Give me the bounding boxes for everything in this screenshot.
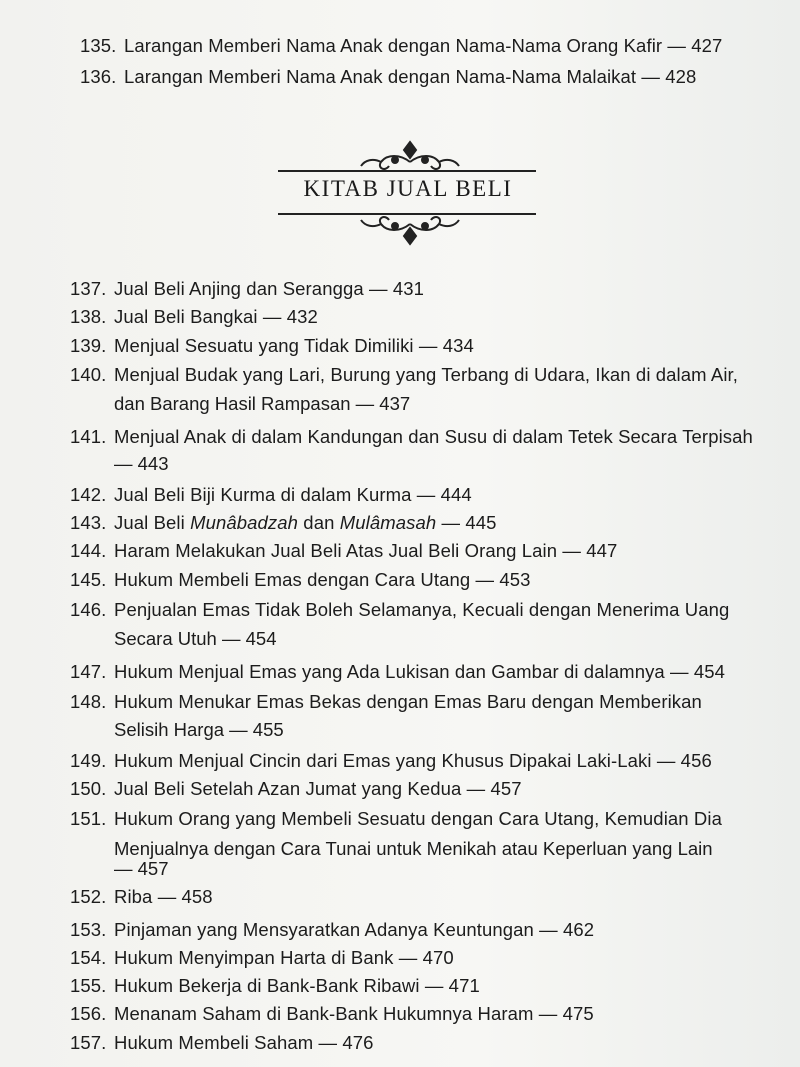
entry-number: 142. (70, 484, 107, 505)
toc-entry-148 (70, 689, 702, 714)
toc-entry-154 (70, 945, 454, 970)
entry-text: Jual Beli Setelah Azan Jumat yang Kedua — 457 (114, 778, 522, 799)
entry-number: 145. (70, 569, 107, 590)
toc-entry-137 (70, 276, 424, 301)
entry-text-post: — 445 (436, 512, 497, 533)
entry-number: 154. (70, 947, 107, 968)
entry-number: 147. (70, 661, 107, 682)
toc-entry-157 (70, 1030, 374, 1055)
toc-entry-151-cont: Menjualnya dengan Cara Tunai untuk Menikah atau Keperluan yang Lain (114, 838, 713, 859)
entry-text: Hukum Bekerja di Bank-Bank Ribawi — 471 (114, 975, 480, 996)
toc-entry-149 (70, 748, 712, 773)
toc-entry-141-cont: — 443 (114, 453, 169, 474)
entry-text-mid: dan (298, 512, 340, 533)
entry-text-pre: Jual Beli (114, 512, 191, 533)
entry-number: 137. (70, 278, 107, 299)
toc-entry-141 (70, 424, 753, 449)
entry-number: 157. (70, 1032, 107, 1053)
section-heading: KITAB JUAL BELI (303, 176, 513, 201)
entry-text-line1: Hukum Orang yang Membeli Sesuatu dengan Cara Utang, Kemudian Dia (114, 808, 722, 829)
ornament-bottom-icon (355, 212, 465, 248)
toc-entry-146 (70, 597, 729, 622)
entry-text: Jual Beli Anjing dan Serangga — 431 (114, 278, 424, 299)
toc-entry-151-cont2: — 457 (114, 858, 169, 879)
entry-number: 156. (70, 1003, 107, 1024)
entry-text: Haram Melakukan Jual Beli Atas Jual Beli Orang Lain — 447 (114, 540, 618, 561)
entry-text: Pinjaman yang Mensyaratkan Adanya Keuntungan — 462 (114, 919, 595, 940)
entry-text-line1: Penjualan Emas Tidak Boleh Selamanya, Kecuali dengan Menerima Uang (114, 599, 730, 620)
toc-entry-144 (70, 538, 617, 563)
toc-entry-138 (70, 304, 318, 329)
entry-term-mulamasah: Mulâmasah (339, 512, 437, 533)
entry-number: 141. (70, 426, 107, 447)
toc-entry-152 (70, 884, 213, 909)
entry-text: Hukum Membeli Saham — 476 (114, 1032, 374, 1053)
heading-rule-top (278, 170, 536, 172)
toc-entry-151 (70, 806, 722, 831)
toc-entry-140-cont: dan Barang Hasil Rampasan — 437 (114, 393, 411, 414)
toc-entry-140 (70, 362, 738, 387)
entry-number: 149. (70, 750, 107, 771)
entry-text: Larangan Memberi Nama Anak dengan Nama-Nama Malaikat — 428 (124, 66, 697, 87)
entry-number: 151. (70, 808, 107, 829)
entry-term-munabadzah: Munâbadzah (190, 512, 299, 533)
toc-entry-155 (70, 973, 480, 998)
entry-number: 135. (80, 35, 117, 56)
entry-number: 148. (70, 691, 107, 712)
toc-entry-136 (80, 64, 696, 89)
toc-entry-147 (70, 659, 725, 684)
toc-entry-153 (70, 917, 594, 942)
entry-text: Hukum Menjual Emas yang Ada Lukisan dan Gambar di dalamnya — 454 (114, 661, 726, 682)
entry-number: 136. (80, 66, 117, 87)
entry-text: Hukum Menjual Cincin dari Emas yang Khusus Dipakai Laki-Laki — 456 (114, 750, 712, 771)
entry-number: 155. (70, 975, 107, 996)
toc-entry-135 (80, 33, 722, 58)
entry-number: 140. (70, 364, 107, 385)
entry-text: Jual Beli Biji Kurma di dalam Kurma — 444 (114, 484, 472, 505)
entry-text: Riba — 458 (114, 886, 213, 907)
toc-entry-148-cont: Selisih Harga — 455 (114, 719, 284, 740)
toc-entry-139 (70, 333, 474, 358)
entry-text: Hukum Menyimpan Harta di Bank — 470 (114, 947, 454, 968)
entry-number: 143. (70, 512, 107, 533)
entry-text-line1: Menjual Budak yang Lari, Burung yang Terbang di Udara, Ikan di dalam Air, (114, 364, 739, 385)
entry-text-line1: Hukum Menukar Emas Bekas dengan Emas Baru dengan Memberikan (114, 691, 702, 712)
toc-entry-150 (70, 776, 522, 801)
entry-number: 144. (70, 540, 107, 561)
entry-number: 153. (70, 919, 107, 940)
entry-number: 152. (70, 886, 107, 907)
entry-number: 146. (70, 599, 107, 620)
toc-entry-146-cont: Secara Utuh — 454 (114, 628, 277, 649)
entry-text-line1: Menjual Anak di dalam Kandungan dan Susu di dalam Tetek Secara Terpisah (114, 426, 753, 447)
entry-text: Menanam Saham di Bank-Bank Hukumnya Haram — 475 (114, 1003, 594, 1024)
entry-text: Hukum Membeli Emas dengan Cara Utang — 453 (114, 569, 531, 590)
entry-text: Menjual Sesuatu yang Tidak Dimiliki — 434 (114, 335, 474, 356)
toc-entry-145 (70, 567, 531, 592)
entry-number: 139. (70, 335, 107, 356)
toc-entry-156 (70, 1001, 594, 1026)
entry-text: Jual Beli Bangkai — 432 (114, 306, 318, 327)
toc-entry-142 (70, 482, 472, 507)
toc-entry-143 (70, 510, 497, 535)
ornament-top-icon (355, 138, 465, 174)
entry-number: 138. (70, 306, 107, 327)
entry-text: Larangan Memberi Nama Anak dengan Nama-Nama Orang Kafir — 427 (124, 35, 723, 56)
entry-number: 150. (70, 778, 107, 799)
